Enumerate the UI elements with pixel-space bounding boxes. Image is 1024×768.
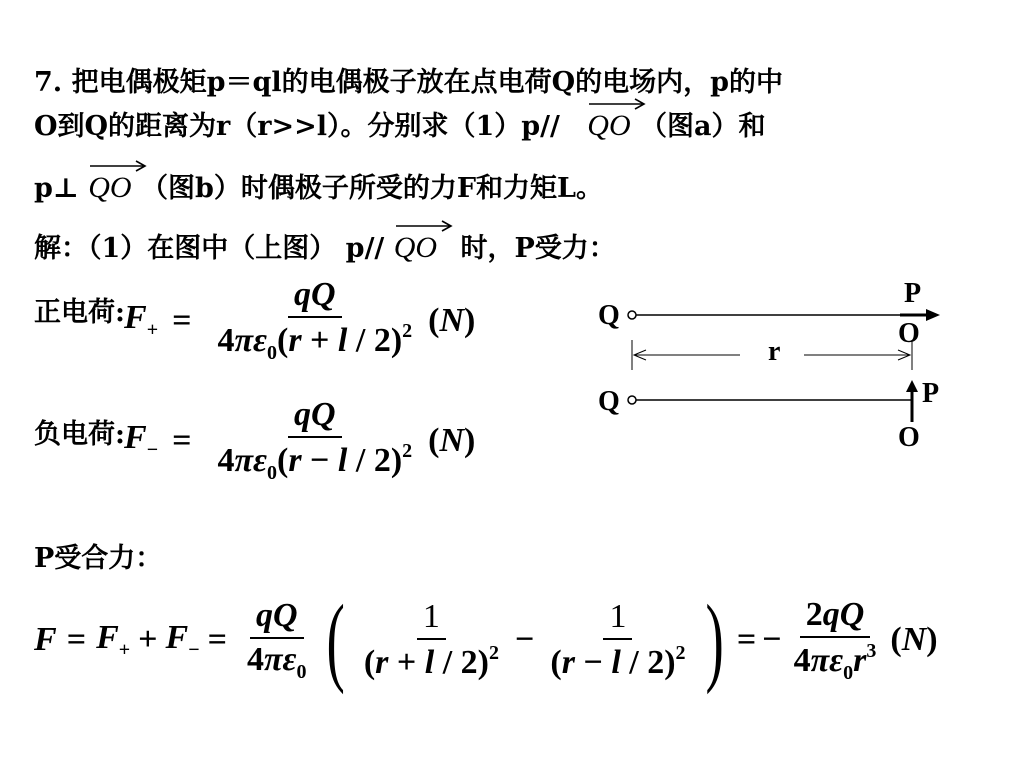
problem-line-1 — [34, 60, 783, 99]
formula-numerator: 2qQ — [800, 596, 871, 638]
vector-qo-2-text: QO — [88, 171, 132, 204]
formula-denominator: $4\pi\varepsilon_0$ — [247, 640, 307, 683]
formula-denominator: $4\pi\varepsilon_0r^3$ — [793, 639, 877, 684]
formula-equals: = — [207, 621, 227, 658]
total-force-label: P受合力： — [34, 543, 163, 574]
formula-fraction-2 — [544, 598, 691, 682]
vector-arrow-icon — [587, 97, 647, 111]
point-charge-bottom — [628, 396, 636, 404]
vector-qo-2 — [88, 171, 131, 205]
diagram-r-label: r — [768, 336, 781, 367]
formula-f-minus: $F_-$ — [165, 618, 200, 661]
vector-qo-3 — [394, 231, 437, 265]
diagram-q-top: Q — [598, 300, 620, 331]
formula-fraction-result — [788, 596, 883, 685]
problem-line-3-text-b: （图b）时偶极子所受的力F和力矩L。 — [140, 173, 604, 204]
solution-line-text-b: 时，P受力： — [460, 233, 616, 264]
formula-f-plus: $F_+$ — [124, 299, 159, 341]
formula-fraction-coeff — [241, 597, 313, 684]
formula-equals: = — [172, 421, 192, 459]
formula-fraction — [211, 396, 418, 485]
formula-f: F — [34, 621, 57, 658]
formula-numerator: qQ — [250, 597, 304, 639]
formula-f-plus: $F_+$ — [96, 618, 131, 661]
problem-line-3 — [34, 166, 603, 205]
formula-right-paren: ) — [705, 584, 724, 695]
formula-numerator: 1 — [603, 598, 632, 640]
problem-line-3-text-a: p⊥ — [34, 173, 79, 204]
diagram-q-bottom: Q — [598, 386, 620, 417]
negative-force-formula — [124, 396, 475, 485]
problem-line-2 — [34, 104, 766, 143]
formula-f-minus: $F_-$ — [124, 419, 159, 461]
vector-arrow-icon — [88, 159, 148, 173]
formula-denominator: $(r + l / 2)^2$ — [363, 642, 499, 681]
problem-line-2-text-a: O到Q的距离为r（r>>l）。分别求（1）p// — [34, 111, 560, 142]
diagram-o-bottom: O — [898, 422, 920, 453]
total-force-formula — [34, 584, 938, 695]
vector-qo-1 — [587, 109, 630, 143]
formula-minus: − — [762, 621, 782, 658]
formula-unit: (N) — [428, 421, 476, 459]
formula-numerator: qQ — [288, 276, 342, 318]
formula-fraction — [211, 276, 418, 365]
formula-equals: = — [66, 621, 87, 658]
positive-charge-label: 正电荷: — [34, 297, 125, 328]
vector-qo-1-text: QO — [587, 109, 631, 142]
formula-denominator: $(r - l / 2)^2$ — [550, 642, 686, 681]
diagram-o-top: O — [898, 318, 920, 349]
point-charge-top — [628, 311, 636, 319]
formula-minus: − — [515, 621, 535, 658]
problem-line-2-text-b: （图a）和 — [640, 111, 766, 142]
solution-line-text-a: 解：（1）在图中（上图） p// — [34, 233, 385, 264]
negative-charge-label: 负电荷: — [34, 419, 125, 450]
formula-left-paren: ( — [326, 584, 345, 695]
formula-unit: (N) — [890, 621, 938, 658]
dipole-arrowhead-top — [926, 309, 940, 321]
diagram-p-bottom: P — [922, 378, 940, 409]
formula-numerator: 1 — [417, 598, 446, 640]
vector-qo-3-text: QO — [393, 231, 438, 264]
diagram-p-top: P — [904, 278, 922, 309]
formula-equals: = — [736, 621, 757, 658]
vector-arrow-icon — [394, 219, 454, 233]
dipole-arrowhead-bottom — [906, 380, 918, 392]
formula-denominator: $4\pi\varepsilon_0(r + l / 2)^2$ — [217, 320, 413, 364]
solution-line — [34, 226, 616, 265]
problem-line-1-text: 7. 把电偶极矩p＝ql的电偶极子放在点电荷Q的电场内，p的中 — [34, 67, 783, 98]
formula-equals: = — [172, 301, 192, 339]
formula-unit: (N) — [428, 301, 476, 339]
formula-fraction-1 — [358, 598, 505, 682]
positive-force-formula — [124, 276, 475, 365]
formula-numerator: qQ — [288, 396, 342, 438]
formula-plus: + — [138, 621, 158, 658]
formula-denominator: $4\pi\varepsilon_0(r - l / 2)^2$ — [217, 440, 413, 484]
